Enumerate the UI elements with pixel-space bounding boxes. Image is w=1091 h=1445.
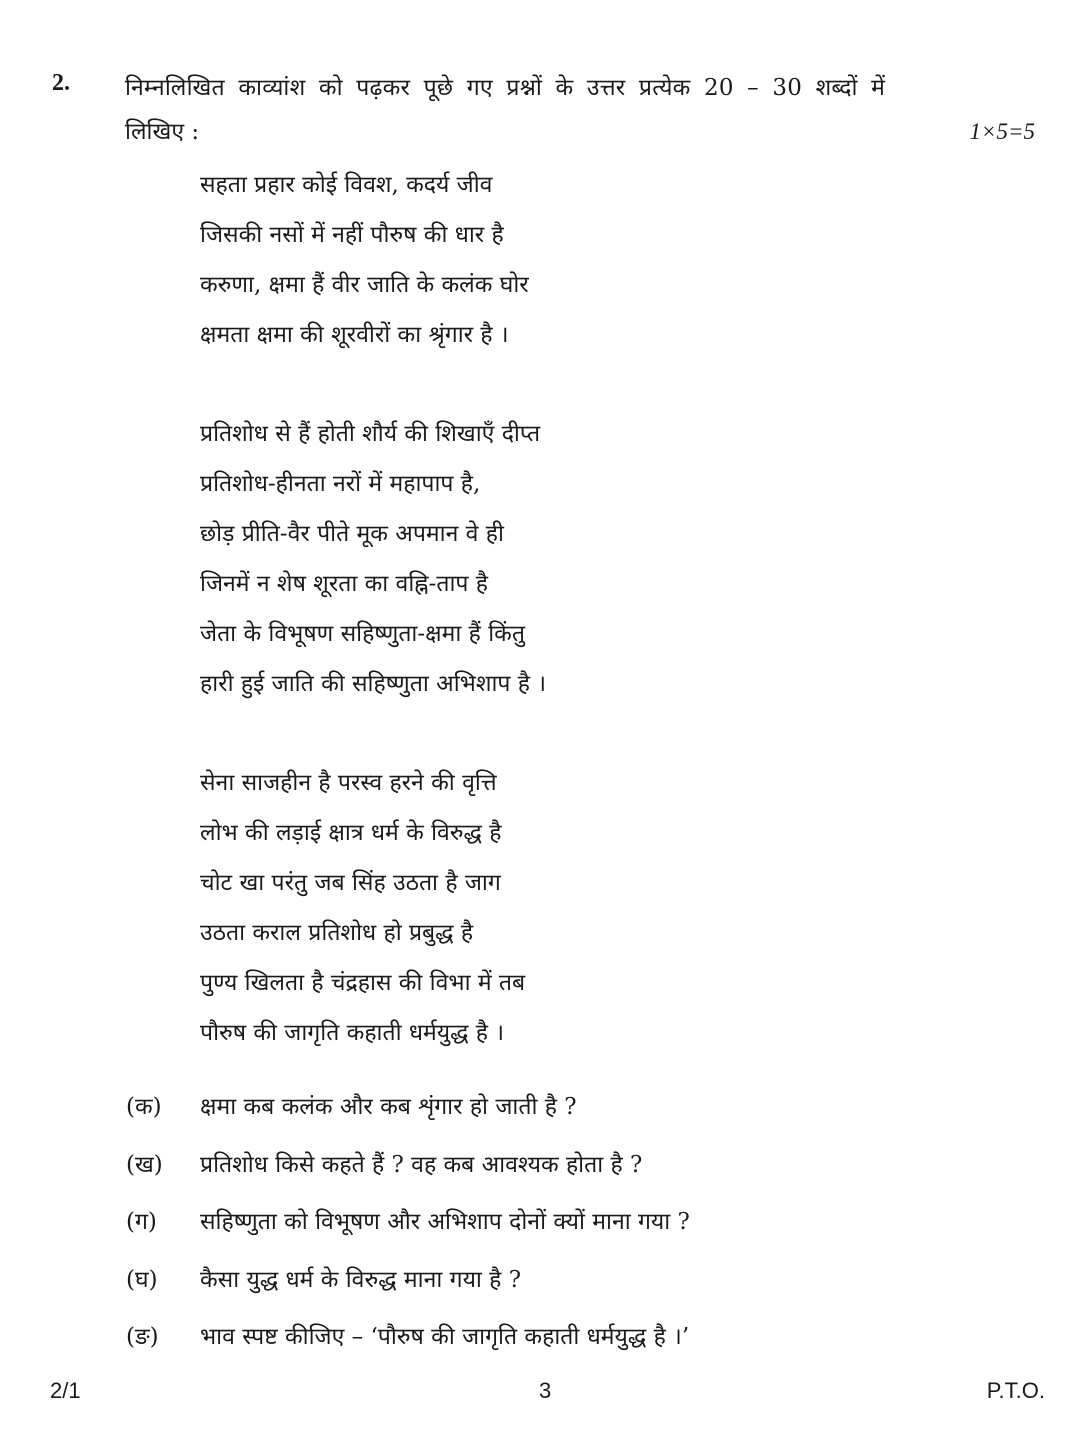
subquestion-ka (126, 1085, 690, 1143)
poem-line: लोभ की लड़ाई क्षात्र धर्म के विरुद्ध है (200, 820, 502, 846)
marks-allocation: 1×5=5 (969, 119, 1035, 144)
subquestion-kha (126, 1143, 690, 1201)
subquestion-label: (घ) (126, 1266, 158, 1293)
poem-line: पौरुष की जागृति कहाती धर्मयुद्ध है । (200, 1020, 505, 1046)
subquestion-nga (126, 1315, 690, 1373)
question-number: 2. (52, 70, 70, 96)
question-instruction (125, 66, 1035, 154)
poem-stanza-1 (200, 160, 546, 360)
poem-line: चोट खा परंतु जब सिंह उठता है जाग (200, 870, 501, 896)
instruction-line-1: निम्नलिखित काव्यांश को पढ़कर पूछे गए प्रश्नों के उत्तर प्रत्येक 20 – 30 शब्दों में (125, 75, 886, 101)
poem-line: उठता कराल प्रतिशोध हो प्रबुद्ध है (200, 920, 474, 946)
subquestion-text: कैसा युद्ध धर्म के विरुद्ध माना गया है ? (200, 1266, 522, 1293)
poem-line: क्षमता क्षमा की शूरवीरों का श्रृंगार है । (200, 322, 509, 348)
subquestion-text: प्रतिशोध किसे कहते हैं ? वह कब आवश्यक होता है ? (200, 1151, 643, 1178)
instruction-line-2 (125, 110, 1035, 154)
subquestion-label: (ङ) (126, 1324, 159, 1350)
poem-line: सेना साजहीन है परस्व हरने की वृत्ति (200, 770, 497, 796)
stanza-spacer (200, 360, 546, 409)
poem-line: प्रतिशोध-हीनता नरों में महापाप है, (200, 471, 481, 497)
subquestion-text: भाव स्पष्ट कीजिए – ‘पौरुष की जागृति कहाती धर्मयुद्ध है ।’ (200, 1324, 690, 1350)
subquestion-label: (ख) (126, 1151, 163, 1178)
poem-passage (200, 160, 546, 1058)
poem-line: छोड़ प्रीति-वैर पीते मूक अपमान वे ही (200, 521, 504, 547)
instruction-line-2-text: लिखिए : (125, 119, 200, 145)
paper-code: 2/1 (50, 1378, 81, 1403)
pto-label: P.T.O. (986, 1378, 1045, 1403)
poem-line: जिसकी नसों में नहीं पौरुष की धार है (200, 222, 504, 248)
subquestion-label: (क) (126, 1094, 162, 1120)
poem-line: जेता के विभूषण सहिष्णुता-क्षमा हैं किंतु (200, 621, 525, 647)
poem-line: सहता प्रहार कोई विवश, कदर्य जीव (200, 172, 493, 198)
subquestion-list (126, 1085, 690, 1373)
subquestion-label: (ग) (126, 1209, 157, 1235)
subquestion-gha (126, 1258, 690, 1316)
page-number: 3 (539, 1378, 552, 1403)
subquestion-ga (126, 1200, 690, 1258)
poem-line: करुणा, क्षमा हैं वीर जाति के कलंक घोर (200, 272, 529, 298)
poem-line: हारी हुई जाति की सहिष्णुता अभिशाप है । (200, 671, 547, 697)
subquestion-text: क्षमा कब कलंक और कब शृंगार हो जाती है ? (200, 1094, 577, 1120)
poem-line: जिनमें न शेष शूरता का वह्नि-ताप है (200, 571, 489, 597)
subquestion-text: सहिष्णुता को विभूषण और अभिशाप दोनों क्यों माना गया ? (200, 1209, 690, 1235)
stanza-spacer (200, 709, 546, 758)
poem-line: प्रतिशोध से हैं होती शौर्य की शिखाएँ दीप्त (200, 421, 541, 447)
poem-line: पुण्य खिलता है चंद्रहास की विभा में तब (200, 970, 526, 996)
poem-stanza-2 (200, 409, 546, 709)
poem-stanza-3 (200, 758, 546, 1058)
